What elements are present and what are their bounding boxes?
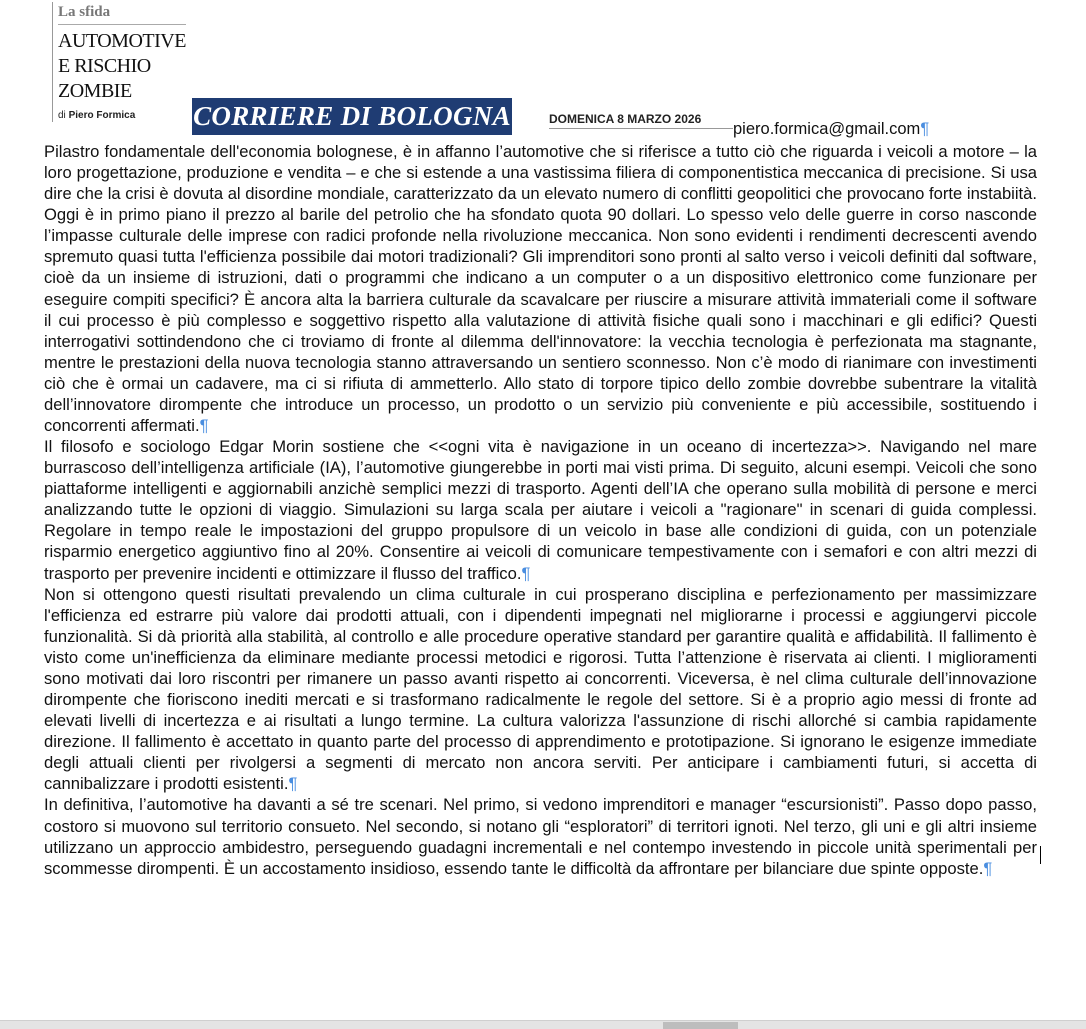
article-body[interactable]	[44, 141, 1037, 879]
pilcrow-mark: ¶	[983, 858, 993, 878]
dateline-rule	[549, 128, 733, 129]
byline-prefix: di	[58, 110, 66, 121]
paragraph-text: Pilastro fondamentale dell'economia bolognese, è in affanno l’automotive che si riferisce a tutto ciò che riguarda i veicoli a motore – la loro progettazione, produzione e vendita – e che si estende a una vastissima filiera di componentistica meccanica di precisione. Si usa dire che la crisi è dovuta al disordine mondiale, caratterizzato da un elevato numero di conflitti geopolitici che provocano forte instabiità. Oggi è in primo piano il prezzo al barile del petrolio che ha sfondato quota 90 dollari. Lo spesso velo delle guerre in corso nasconde l’impasse culturale delle imprese con radici profonde nella rivoluzione meccanica. Non sono evidenti i rendimenti decrescenti avendo spremuto quasi tutta l'efficienza possibile dai motori tradizionali? Gli imprenditori sono pronti al salto verso i veicoli definiti dal software, cioè da un insieme di istruzioni, dati o programmi che indicano a un computer o a un dispositivo elettronico come funzionare per eseguire compiti specifici? È ancora alta la barriera culturale da scavalcare per riuscire a misurare attività immateriali come il software il cui processo è più complesso e soggettivo rispetto alla valutazione di attività fisiche quali sono i macchinari e gli edifici? Questi interrogativi sottindendono che ci troviamo di fronte al dilemma dell'innovatore: la vecchia tecnologia è perfezionata ma stagnante, mentre le prestazioni della nuova tecnologia stanno attraversando un sentiero sconnesso. Non c’è modo di rianimare con investimenti ciò che è ormai un cadavere, ma ci si rifiuta di ammetterlo. Allo stato di torpore tipico dello zombie dovrebbe subentrare la vitalità dell’innovatore dirompente che introduce un processo, un prodotto o un servizio più conveniente e più accessibile, sostituendo i concorrenti affermati.	[44, 142, 1037, 436]
headline-line: E RISCHIO	[58, 55, 151, 77]
section-kicker: La sfida	[58, 4, 111, 20]
headline-line: ZOMBIE	[58, 80, 132, 102]
paragraph-text: In definitiva, l’automotive ha davanti a sé tre scenari. Nel primo, si vedono imprenditori e manager “escursionisti”. Passo dopo passo, costoro si muovono sul territorio consueto. Nel secondo, si notano gli “esploratori” di territori ignoti. Nel terzo, gli uni e gli altri insieme utilizzano un approccio ambidestro, perseguendo guadagni incrementali e nel contempo investendo in piccole unità sperimentali per scommesse dirompenti. È un accostamento insidioso, essendo tante le difficoltà da affrontare per bilanciare due spinte opposte.	[44, 795, 1037, 878]
paragraph	[44, 794, 1037, 878]
byline-author: Piero Formica	[68, 110, 136, 121]
text-cursor	[1040, 846, 1041, 864]
paragraph-text: Non si ottengono questi risultati prevalendo un clima culturale in cui prosperano disciplina e perfezionamento per massimizzare l'efficienza ed estrarre più valore dai prodotti attuali, con i dipendenti impegnati nel migliorarne i processi e aggiungervi piccole funzionalità. Si dà priorità alla stabilità, al controllo e alle procedure operative standard per garantire qualità e affidabilità. Il fallimento è visto come un'inefficienza da eliminare mediante processi metodici e rigorosi. Tutta l’attenzione è riservata ai clienti. I miglioramenti sono motivati dai loro riscontri per rimanere un passo avanti rispetto ai concorrenti. Viceversa, è nel clima culturale dell’innovazione dirompente che fioriscono inediti mercati e si trasformano radicalmente le regole del settore. Si è a proprio agio messi di fronte ad elevati livelli di incertezza e ai risultati a lungo termine. La cultura valorizza l'assunzione di rischi allorché si cambia rapidamente direzione. Il fallimento è accettato in quanto parte del processo di apprendimento e prototipazione. Si ignorano le esigenze immediate degli attuali clienti per rivolgersi a segmenti di mercato non ancora serviti. Per anticipare i cambiamenti futuri, si accetta di cannibalizzare i prodotti esistenti.	[44, 584, 1037, 794]
pilcrow-mark: ¶	[288, 774, 298, 794]
paragraph	[44, 436, 1037, 584]
paragraph	[44, 584, 1037, 795]
paragraph	[44, 141, 1037, 436]
byline	[58, 110, 135, 121]
headline	[58, 29, 186, 104]
pilcrow-mark: ¶	[521, 563, 531, 583]
header-divider	[52, 2, 53, 122]
paragraph-text: Il filosofo e sociologo Edgar Morin sostiene che <<ogni vita è navigazione in un oceano di incertezza>>. Navigando nel mare burrascoso dell’intelligenza artificiale (IA), l’automotive giungerebbe in porti mai visti prima. Di seguito, alcuni esempi. Veicoli che sono piattaforme intelligenti e aggiornabili anzichè semplici mezzi di trasporto. Agenti dell’IA che operano sulla mobilità di persone e merci analizzando tutte le opzioni di viaggio. Simulazioni su larga scala per aiutare i veicoli a "ragionare" in scenari di guida complessi. Regolare in tempo reale le impostazioni del gruppo propulsore di un veicolo in base alle condizioni di guida, con un potenziale risparmio energetico aggiuntivo fino al 20%. Consentire ai veicoli di comunicare tempestivamente con i semafori e con altri mezzi di trasporto per prevenire incidenti e ottimizzare il flusso del traffico.	[44, 437, 1037, 583]
kicker-rule	[58, 24, 186, 25]
author-email[interactable]	[733, 120, 929, 139]
article-clip-header	[52, 2, 188, 126]
pilcrow-mark: ¶	[199, 416, 209, 436]
email-text: piero.formica@gmail.com	[733, 120, 921, 138]
newspaper-masthead: CORRIERE DI BOLOGNA	[192, 98, 512, 135]
pilcrow-mark: ¶	[920, 120, 930, 138]
headline-line: AUTOMOTIVE	[58, 30, 186, 52]
dateline: DOMENICA 8 MARZO 2026	[549, 112, 702, 126]
